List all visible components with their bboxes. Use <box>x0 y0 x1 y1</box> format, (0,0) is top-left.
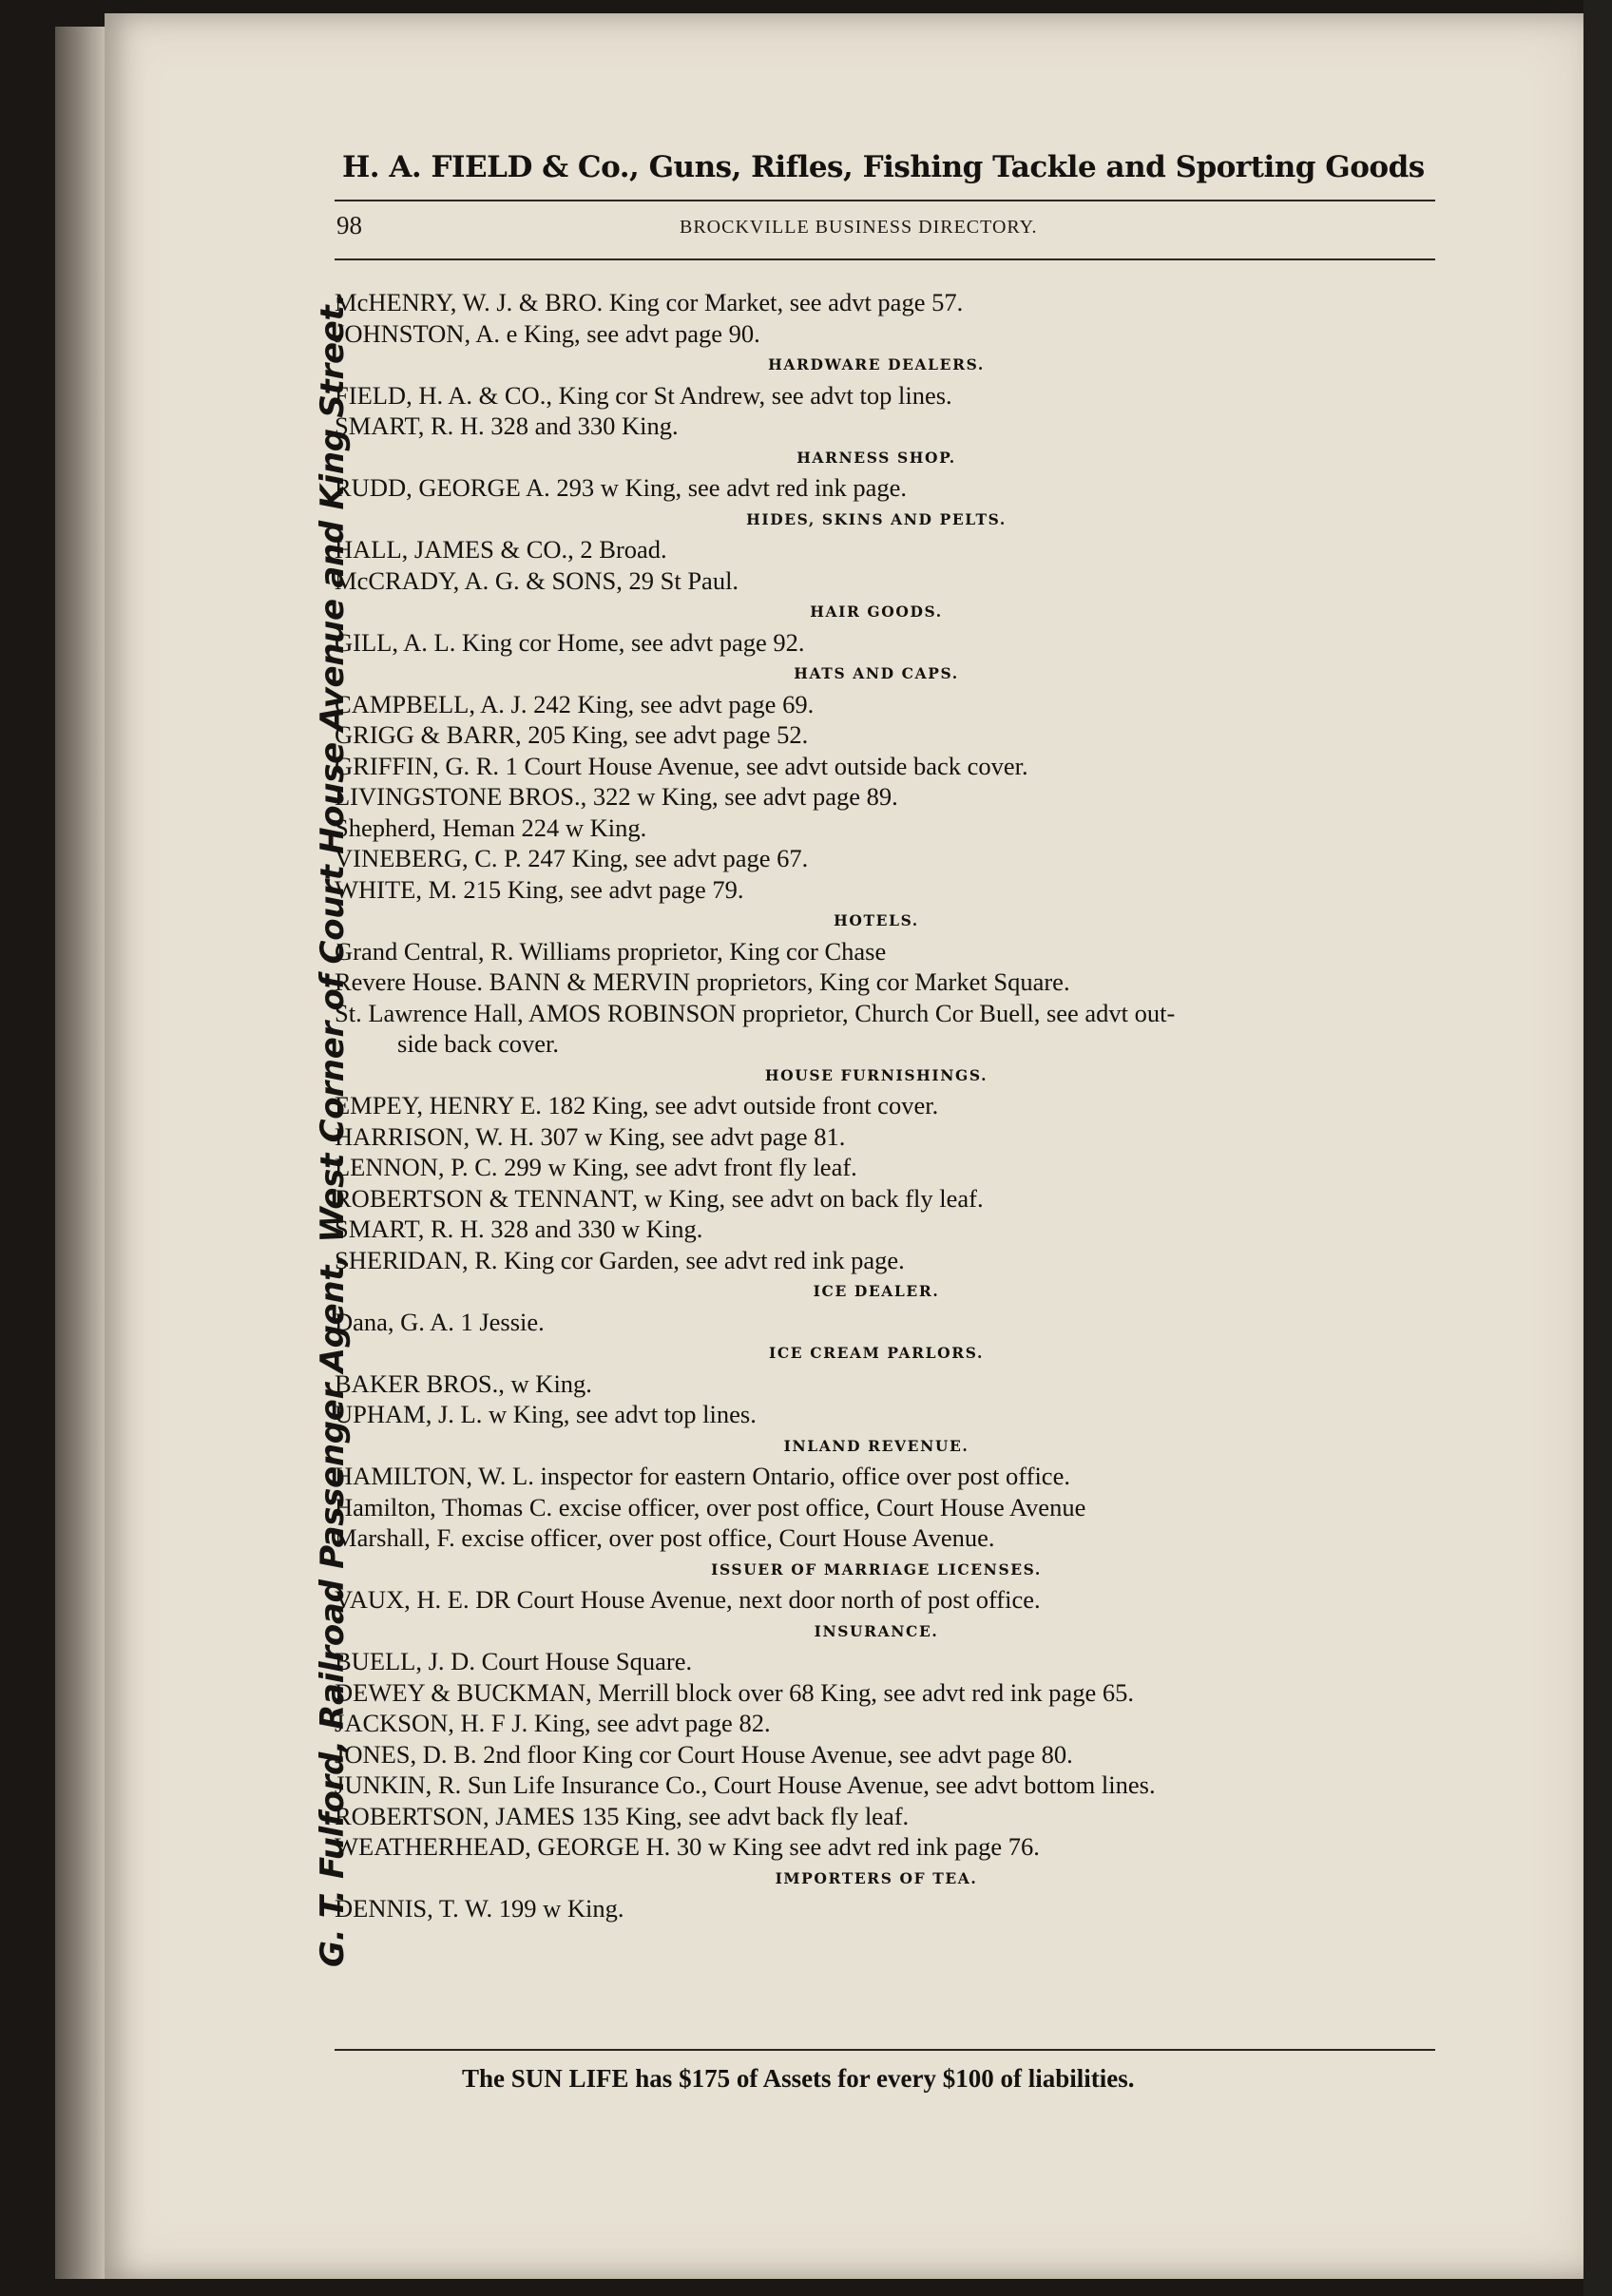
directory-entry: DENNIS, T. W. 199 w King. <box>335 1894 624 1923</box>
directory-entry: McHENRY, W. J. & BRO. King cor Market, see advt page 57. <box>335 288 964 316</box>
footer-rule <box>335 2049 1435 2051</box>
page-number: 98 <box>336 211 362 239</box>
directory-entry: WEATHERHEAD, GEORGE H. 30 w King see advt red ink page 76. <box>335 1832 1040 1861</box>
directory-entry: Grand Central, R. Williams proprietor, King cor Chase <box>335 936 887 966</box>
directory-entry-continuation: side back cover. <box>397 1029 559 1058</box>
directory-entry: WHITE, M. 215 King, see advt page 79. <box>335 874 744 904</box>
category-heading: ICE CREAM PARLORS. <box>769 1344 984 1362</box>
footer-advertisement: The SUN LIFE has $175 of Assets for every $100 of liabilities. <box>462 2064 1135 2093</box>
directory-entry: UPHAM, J. L. w King, see advt top lines. <box>335 1400 757 1428</box>
directory-entry: SMART, R. H. 328 and 330 w King. <box>335 1215 703 1243</box>
directory-entry: BAKER BROS., w King. <box>335 1368 592 1398</box>
category-heading: HOTELS. <box>834 911 919 929</box>
directory-entry: LENNON, P. C. 299 w King, see advt front fly leaf. <box>335 1153 857 1181</box>
directory-entry: GRIFFIN, G. R. 1 Court House Avenue, see advt outside back cover. <box>335 751 1028 780</box>
directory-entry: GRIGG & BARR, 205 King, see advt page 52. <box>335 720 809 749</box>
directory-entry: Revere House. BANN & MERVIN proprietors, King cor Market Square. <box>335 967 1070 996</box>
directory-entry: JONES, D. B. 2nd floor King cor Court House Avenue, see advt page 80. <box>335 1739 1073 1769</box>
category-heading: HARNESS SHOP. <box>796 448 956 467</box>
category-heading: HATS AND CAPS. <box>794 664 959 682</box>
directory-entry: FIELD, H. A. & CO., King cor St Andrew, see advt top lines. <box>335 380 952 410</box>
category-heading: INLAND REVENUE. <box>783 1436 969 1455</box>
category-heading: ICE DEALER. <box>813 1282 940 1300</box>
directory-entry: HAMILTON, W. L. inspector for eastern Ontario, office over post office. <box>335 1462 1070 1490</box>
directory-entry: Shepherd, Heman 224 w King. <box>335 813 647 842</box>
directory-entry: McCRADY, A. G. & SONS, 29 St Paul. <box>335 565 739 595</box>
header-top-rule <box>335 200 1435 201</box>
directory-entry: HALL, JAMES & CO., 2 Broad. <box>335 535 667 564</box>
directory-entry: JACKSON, H. F J. King, see advt page 82. <box>335 1709 771 1737</box>
directory-entry: JUNKIN, R. Sun Life Insurance Co., Court House Avenue, see advt bottom lines. <box>335 1770 1156 1799</box>
header-bottom-rule <box>335 258 1435 260</box>
category-heading: ISSUER OF MARRIAGE LICENSES. <box>711 1559 1042 1578</box>
directory-entry: Marshall, F. excise officer, over post office, Court House Avenue. <box>335 1523 995 1552</box>
category-heading: HOUSE FURNISHINGS. <box>764 1065 988 1084</box>
category-heading: HIDES, SKINS AND PELTS. <box>746 509 1007 528</box>
directory-entry: CAMPBELL, A. J. 242 King, see advt page 69. <box>335 689 815 718</box>
directory-entry: DEWEY & BUCKMAN, Merrill block over 68 King, see advt red ink page 65. <box>335 1677 1134 1707</box>
directory-entry: Dana, G. A. 1 Jessie. <box>335 1307 545 1336</box>
directory-entry: ROBERTSON & TENNANT, w King, see advt on back fly leaf. <box>335 1183 984 1213</box>
directory-entry: SHERIDAN, R. King cor Garden, see advt red ink page. <box>335 1245 905 1274</box>
directory-entry: ROBERTSON, JAMES 135 King, see advt back fly leaf. <box>335 1801 910 1830</box>
directory-entry: BUELL, J. D. Court House Square. <box>335 1647 693 1675</box>
directory-entry: Hamilton, Thomas C. excise officer, over post office, Court House Avenue <box>335 1492 1086 1521</box>
directory-entry: EMPEY, HENRY E. 182 King, see advt outside front cover. <box>335 1091 939 1119</box>
directory-listing <box>335 287 1447 1924</box>
directory-entry: HARRISON, W. H. 307 w King, see advt page 81. <box>335 1121 846 1151</box>
category-heading: IMPORTERS OF TEA. <box>775 1868 978 1887</box>
category-heading: INSURANCE. <box>814 1621 939 1640</box>
directory-entry: St. Lawrence Hall, AMOS ROBINSON proprietor, Church Cor Buell, see advt out- <box>335 998 1176 1027</box>
category-heading: HARDWARE DEALERS. <box>768 355 985 373</box>
directory-entry: JOHNSTON, A. e King, see advt page 90. <box>335 318 760 348</box>
directory-entry: VAUX, H. E. DR Court House Avenue, next door north of post office. <box>335 1585 1041 1614</box>
directory-entry: RUDD, GEORGE A. 293 w King, see advt red ink page. <box>335 473 908 502</box>
directory-entry: VINEBERG, C. P. 247 King, see advt page 67. <box>335 844 809 872</box>
side-advertisement: G. T. Fulford, Railroad Passenger Agent, West Corner of Court House Avenue and King Street. <box>314 293 352 1967</box>
running-head: BROCKVILLE BUSINESS DIRECTORY. <box>680 217 1038 238</box>
directory-entry: GILL, A. L. King cor Home, see advt page 92. <box>335 627 805 657</box>
header-advertisement: H. A. FIELD & Co., Guns, Rifles, Fishing Tackle and Sporting Goods <box>342 150 1425 184</box>
directory-entry: LIVINGSTONE BROS., 322 w King, see advt page 89. <box>335 782 898 811</box>
directory-entry: SMART, R. H. 328 and 330 King. <box>335 411 679 440</box>
category-heading: HAIR GOODS. <box>810 603 943 621</box>
scan-border <box>1583 0 1612 2296</box>
